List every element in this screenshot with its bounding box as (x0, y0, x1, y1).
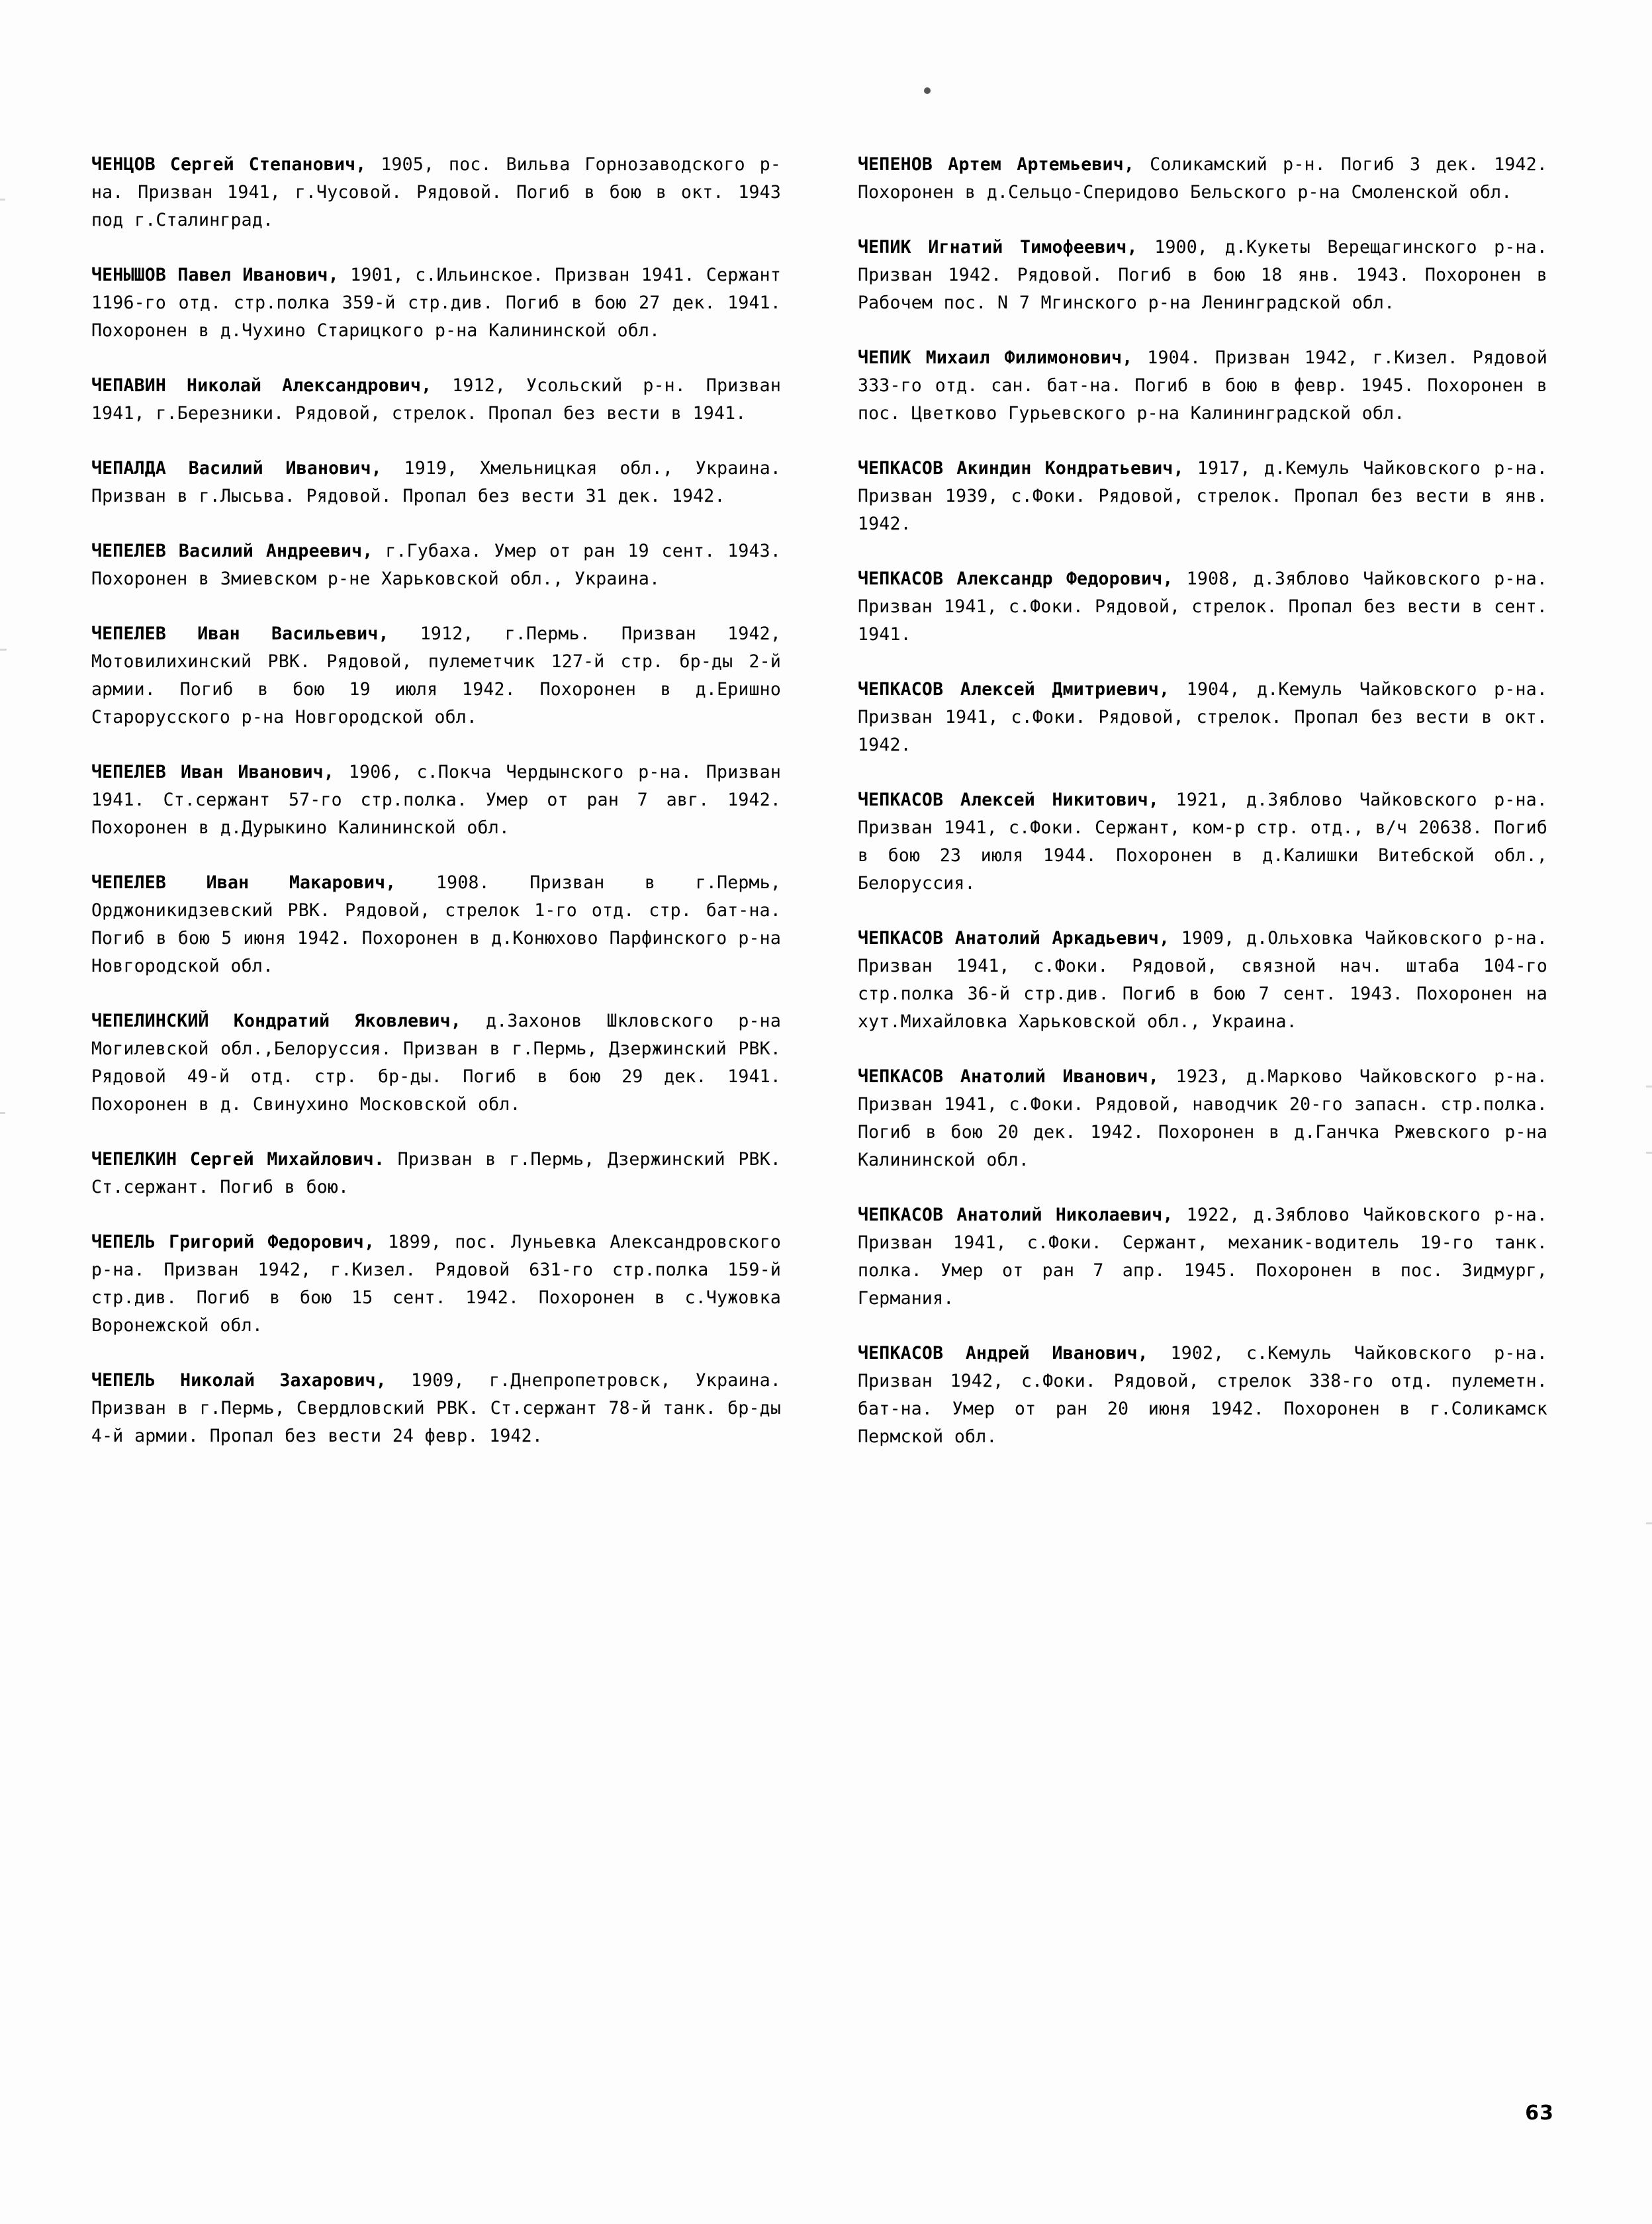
entry-text: 1922, д.Зяблово Чайковского р-на. Призван 1941, с.Фоки. Сержант, механик-водитель 19-го танк. полка. Умер от ран 7 апр. 1945. Похоронен в пос. Зидмург, Германия. (858, 1205, 1548, 1309)
entry-name: ЧЕПКАСОВ Анатолий Николаевич, (858, 1205, 1173, 1225)
entry-text: 1909, д.Ольховка Чайковского р-на. Призван 1941, с.Фоки. Рядовой, связной нач. штаба 104-го стр.полка 36-й стр.див. Погиб в бою 7 сент. 1943. Похоронен на хут.Михайловка Харьковской обл., Украина. (858, 928, 1547, 1032)
entry-text: 1900, д.Кукеты Верещагинского р-на. Призван 1942. Рядовой. Погиб в бою 18 янв. 1943. Похоронен в Рабочем пос. N 7 Мгинского р-на Ленинградской обл. (858, 237, 1547, 313)
page-columns (91, 151, 1547, 1478)
entry (91, 759, 781, 842)
entry-text: 1899, пос. Луньевка Александровского р-на. Призван 1942, г.Кизел. Рядовой 631-го стр.полка 159-й стр.див. Погиб в бою 15 сент. 1942. Похоронен в с.Чужовка Воронежской обл. (91, 1232, 781, 1336)
entry-name: ЧЕПКАСОВ Андрей Иванович, (858, 1343, 1148, 1364)
entry-text: Призван в г.Пермь, Дзержинский РВК. Ст.сержант. Погиб в бою. (91, 1149, 781, 1197)
scan-artifact-dot (924, 87, 931, 94)
entry-text: 1919, Хмельницкая обл., Украина. Призван в г.Лысьва. Рядовой. Пропал без вести 31 дек. 1942. (91, 458, 781, 506)
entry-name: ЧЕПАВИН Николай Александрович, (91, 375, 432, 396)
entry-text: Соликамский р-н. Погиб 3 дек. 1942. Похоронен в д.Сельцо-Сперидово Бельского р-на Смоленской обл. (858, 154, 1548, 203)
entry-name: ЧЕПЕНОВ Артем Артемьевич, (858, 154, 1135, 175)
entry-name: ЧЕПКАСОВ Александр Федорович, (858, 569, 1173, 589)
entry-name: ЧЕПИК Михаил Филимонович, (858, 348, 1133, 368)
entry-name: ЧЕПЕЛИНСКИЙ Кондратий Яковлевич, (91, 1011, 461, 1031)
entry (91, 869, 781, 980)
entry (858, 234, 1547, 317)
entry (91, 1007, 781, 1119)
entry-name: ЧЕПИК Игнатий Тимофеевич, (858, 237, 1138, 257)
entry-name: ЧЕПЕЛЬ Николай Захарович, (91, 1370, 387, 1391)
column-right (858, 151, 1547, 1478)
entry-text: 1912, Усольский р-н. Призван 1941, г.Березники. Рядовой, стрелок. Пропал без вести в 1941. (91, 375, 781, 424)
entry (858, 925, 1547, 1036)
entry-text: д.Захонов Шкловского р-на Могилевской обл.,Белоруссия. Призван в г.Пермь, Дзержинский РВК. Рядовой 49-й отд. стр. бр-ды. Погиб в бою 29 дек. 1941. Похоронен в д. Свинухино Московской обл. (91, 1011, 781, 1115)
entry (91, 1367, 781, 1450)
entry (858, 676, 1547, 759)
entry (91, 372, 781, 428)
entry-text: 1912, г.Пермь. Призван 1942, Мотовилихинский РВК. Рядовой, пулеметчик 127-й стр. бр-ды 2-й армии. Погиб в бою 19 июля 1942. Похоронен в д.Еришно Старорусского р-на Новгородской обл. (91, 624, 781, 727)
entry (91, 620, 781, 731)
entry-name: ЧЕПЕЛКИН Сергей Михайлович. (91, 1149, 385, 1170)
entry-text: 1901, с.Ильинское. Призван 1941. Сержант 1196-го отд. стр.полка 359-й стр.див. Погиб в бою 27 дек. 1941. Похоронен в д.Чухино Старицкого р-на Калининской обл. (91, 265, 781, 341)
entry-text: 1921, д.Зяблово Чайковского р-на. Призван 1941, с.Фоки. Сержант, ком-р стр. отд., в/ч 20638. Погиб в бою 23 июля 1944. Похоронен в д.Калишки Витебской обл., Белоруссия. (858, 790, 1547, 894)
entry (91, 537, 781, 593)
entry-text: 1902, с.Кемуль Чайковского р-на. Призван 1942, с.Фоки. Рядовой, стрелок 338-го отд. пулеметн. бат-на. Умер от ран 20 июня 1942. Похоронен в г.Соликамск Пермской обл. (858, 1343, 1547, 1447)
column-left (91, 151, 781, 1478)
entry-name: ЧЕПЕЛЕВ Василий Андреевич, (91, 541, 373, 561)
entry-text: г.Губаха. Умер от ран 19 сент. 1943. Похоронен в Змиевском р-не Харьковской обл., Украина. (91, 541, 781, 589)
entry-text: 1908. Призван в г.Пермь, Орджоникидзевский РВК. Рядовой, стрелок 1-го отд. стр. бат-на. Погиб в бою 5 июня 1942. Похоронен в д.Конюхово Парфинского р-на Новгородской обл. (91, 872, 781, 976)
scan-edge-mark-left-1 (0, 199, 5, 201)
entry (91, 151, 781, 234)
entry-text: 1908, д.Зяблово Чайковского р-на. Призван 1941, с.Фоки. Рядовой, стрелок. Пропал без вести в сент. 1941. (858, 569, 1548, 645)
entry-text: 1917, д.Кемуль Чайковского р-на. Призван 1939, с.Фоки. Рядовой, стрелок. Пропал без вести в янв. 1942. (858, 458, 1548, 534)
entry-name: ЧЕПКАСОВ Алексей Дмитриевич, (858, 679, 1170, 700)
entry (858, 455, 1547, 538)
entry-name: ЧЕПЕЛЕВ Иван Васильевич, (91, 624, 389, 644)
entry-name: ЧЕПКАСОВ Анатолий Иванович, (858, 1066, 1160, 1087)
entry (858, 1340, 1547, 1451)
entry-text: 1905, пос. Вильва Горнозаводского р-на. Призван 1941, г.Чусовой. Рядовой. Погиб в бою в окт. 1943 под г.Сталинград. (91, 154, 782, 230)
entry (858, 1063, 1547, 1174)
entry-name: ЧЕНЫШОВ Павел Иванович, (91, 265, 339, 285)
entry (91, 455, 781, 510)
entry (858, 344, 1547, 428)
scan-edge-mark-right-2 (1646, 1152, 1652, 1154)
entry-text: 1904, д.Кемуль Чайковского р-на. Призван 1941, с.Фоки. Рядовой, стрелок. Пропал без вести в окт. 1942. (858, 679, 1547, 755)
entry (858, 1201, 1547, 1313)
entry-name: ЧЕПКАСОВ Алексей Никитович, (858, 790, 1160, 810)
entry-name: ЧЕПЕЛЕВ Иван Макарович, (91, 872, 396, 893)
entry (858, 565, 1547, 649)
entry-name: ЧЕПАЛДА Василий Иванович, (91, 458, 382, 479)
entry-text: 1906, с.Покча Чердынского р-на. Призван 1941. Ст.сержант 57-го стр.полка. Умер от ран 7 авг. 1942. Похоронен в д.Дурыкино Калининской обл. (91, 762, 781, 838)
entry (91, 1146, 781, 1201)
entry (91, 261, 781, 345)
scan-edge-mark-left-3 (0, 1112, 5, 1114)
entry (91, 1228, 781, 1340)
entry-text: 1904. Призван 1942, г.Кизел. Рядовой 333-го отд. сан. бат-на. Погиб в бою в февр. 1945. Похоронен в пос. Цветково Гурьевского р-на Калининградской обл. (858, 348, 1548, 424)
entry-text: 1923, д.Марково Чайковского р-на. Призван 1941, с.Фоки. Рядовой, наводчик 20-го запасн. стр.полка. Погиб в бою 20 дек. 1942. Похоронен в д.Ганчка Ржевского р-на Калининской обл. (858, 1066, 1547, 1170)
scan-edge-mark-left-2 (0, 649, 7, 651)
entry-name: ЧЕНЦОВ Сергей Степанович, (91, 154, 367, 175)
entry (858, 786, 1547, 898)
entry-name: ЧЕПКАСОВ Акиндин Кондратьевич, (858, 458, 1184, 479)
entry (858, 151, 1547, 207)
page-number: 63 (1525, 2102, 1554, 2125)
entry-name: ЧЕПКАСОВ Анатолий Аркадьевич, (858, 928, 1170, 949)
scan-edge-mark-right-1 (1646, 1086, 1652, 1088)
entry-name: ЧЕПЕЛЬ Григорий Федорович, (91, 1232, 375, 1252)
entry-name: ЧЕПЕЛЕВ Иван Иванович, (91, 762, 334, 782)
scan-edge-mark-right-3 (1646, 1522, 1652, 1524)
entry-text: 1909, г.Днепропетровск, Украина. Призван в г.Пермь, Свердловский РВК. Ст.сержант 78-й танк. бр-ды 4-й армии. Пропал без вести 24 февр. 1942. (91, 1370, 782, 1446)
